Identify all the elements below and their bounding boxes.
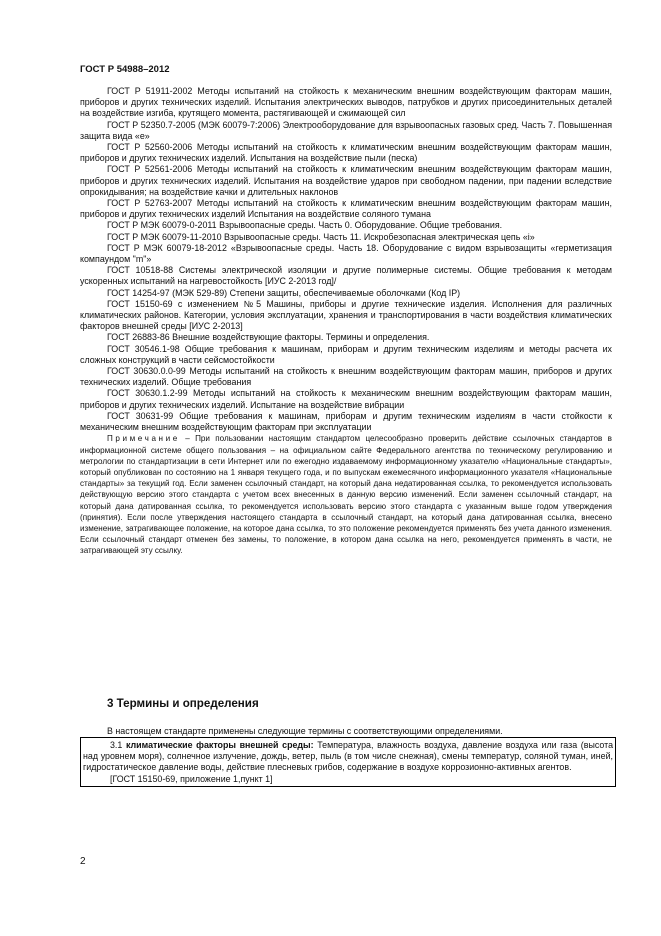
- reference-item: ГОСТ Р МЭК 60079-18-2012 «Взрывоопасные среды. Часть 18. Оборудование с видом взрывозащиты «герметизация компаундом "m"»: [80, 242, 612, 265]
- reference-item: ГОСТ 30630.0.0-99 Методы испытаний на стойкость к внешним воздействующим факторам машин, приборов и других технических изделий. Общие требования: [80, 366, 612, 388]
- section-title: 3 Термины и определения: [107, 697, 259, 710]
- reference-item: ГОСТ 30631-99 Общие требования к машинам, приборам и другим техническим изделиям в части стойкости к механическим внешним воздействующим факторам при эксплуатации: [80, 410, 612, 433]
- reference-item: ГОСТ Р 52560-2006 Методы испытаний на стойкость к климатическим внешним воздействующим факторам машин, приборов и других технических изделий. Испытания на воздействие пыли (песка): [80, 142, 612, 164]
- reference-item: ГОСТ Р 52350.7-2005 (МЭК 60079-7:2006) Электрооборудование для взрывоопасных газовых сред. Часть 7. Повышенная защита вида «е»: [80, 119, 612, 141]
- section-intro-wrap: [80, 726, 612, 737]
- note-text: – При пользовании настоящим стандартом целесообразно проверить действие ссылочных стандартов в информационной системе общего пользования – на официальном сайте Федерального агентства по техническому регулированию и метрологии по стандартизации в сети Интернет или по ежегодно издаваемому информационному указателю «Национальные стандарты», который опубликован по состоянию на 1 января текущего года, и по выпускам ежемесячного информационного указателя «Национальные стандарты» за текущий год. Если заменен ссылочный стандарт, на который дана недатированная ссылка, то рекомендуется использовать действующую версию этого стандарта с учетом всех внесенных в данную версию изменений. Если заменен ссылочный стандарт, на который дана датированная ссылка, то рекомендуется использовать версию этого стандарта с указанным выше годом утверждения (принятия). Если после утверждения настоящего стандарта в ссылочный стандарт, на который дана датированная ссылка, внесено изменение, затрагивающее положение, на которое дана ссылка, то это положение рекомендуется применять без учета данного изменения. Если ссылочный стандарт отменен без замены, то положение, в котором дана ссылка на него, рекомендуется применять в части, не затрагивающей эту ссылку.: [80, 434, 612, 556]
- reference-item: ГОСТ Р 52561-2006 Методы испытаний на стойкость к климатическим внешним воздействующим факторам машин, приборов и других технических изделий. Испытания на воздействие ударов при свободном падении, при падении вследствие опрокидывания; на воздействие качки и длительных наклонов: [80, 164, 612, 197]
- term-source: [ГОСТ 15150-69, приложение 1,пункт 1]: [110, 773, 273, 784]
- reference-item: ГОСТ 14254-97 (МЭК 529-89) Степени защиты, обеспечиваемые оболочками (Код IP): [107, 287, 461, 298]
- term-number: 3.1: [110, 740, 123, 750]
- term-definition: Температура, влажность воздуха, давление воздуха или газа (высота над уровнем моря), солнечное излучение, дождь, ветер, пыль (в том числе снежная), смены температур, соляной туман, иней, гидростатическое давление воды, действие плесневых грибов, содержание в воздухе коррозионно-активных агентов.: [83, 740, 614, 773]
- reference-item: ГОСТ Р 51911-2002 Методы испытаний на стойкость к механическим внешним воздействующим факторам машин, приборов и других технических изделий. Испытания электрических выводов, патрубков и других присоединительных деталей на воздействие изгиба, крутящего момента, растягивающей и сжимающей сил: [80, 86, 612, 119]
- reference-item: ГОСТ 30630.1.2-99 Методы испытаний на стойкость к механическим внешним воздействующим факторам машин, приборов и других технических изделий. Испытание на воздействие вибрации: [80, 388, 612, 410]
- document-header-code: ГОСТ Р 54988–2012: [80, 64, 170, 75]
- term-name: климатические факторы внешней среды:: [125, 740, 314, 750]
- reference-item: ГОСТ Р МЭК 60079-0-2011 Взрывоопасные среды. Часть 0. Оборудование. Общие требования.: [107, 220, 503, 231]
- reference-item: ГОСТ 30546.1-98 Общие требования к машинам, приборам и другим техническим изделиям и методы расчета их сложных конструкций в части сейсмостойкости: [80, 343, 612, 365]
- note-paragraph: [80, 433, 612, 556]
- section-intro: В настоящем стандарте применены следующие термины с соответствующими определениями.: [107, 726, 503, 736]
- page-number: 2: [80, 856, 86, 867]
- reference-item: ГОСТ 15150-69 с изменением №5 Машины, приборы и другие технические изделия. Исполнения для различных климатических районов. Категории, условия эксплуатации, хранения и транспортирования в части воздействия климатических факторов внешней среды [ИУС 2-2013]: [80, 298, 612, 332]
- reference-item: ГОСТ 10518-88 Системы электрической изоляции и другие полимерные системы. Общие требования к методам ускоренных испытаний на нагревостойкость [ИУС 2-2013 год]/: [80, 265, 612, 287]
- reference-item: ГОСТ Р МЭК 60079-11-2010 Взрывоопасные среды. Часть 11. Искробезопасная электрическая цепь «i»: [107, 231, 535, 242]
- term-definition-box: [80, 737, 616, 787]
- normative-references: [80, 86, 612, 557]
- note-label: Примечание: [107, 434, 180, 444]
- reference-item: ГОСТ Р 52763-2007 Методы испытаний на стойкость к климатическим внешним воздействующим факторам машин, приборов и других технических изделий Испытания на воздействие соляного тумана: [80, 198, 612, 220]
- term-paragraph: [83, 740, 613, 774]
- reference-item: ГОСТ 26883-86 Внешние воздействующие факторы. Термины и определения.: [107, 332, 430, 343]
